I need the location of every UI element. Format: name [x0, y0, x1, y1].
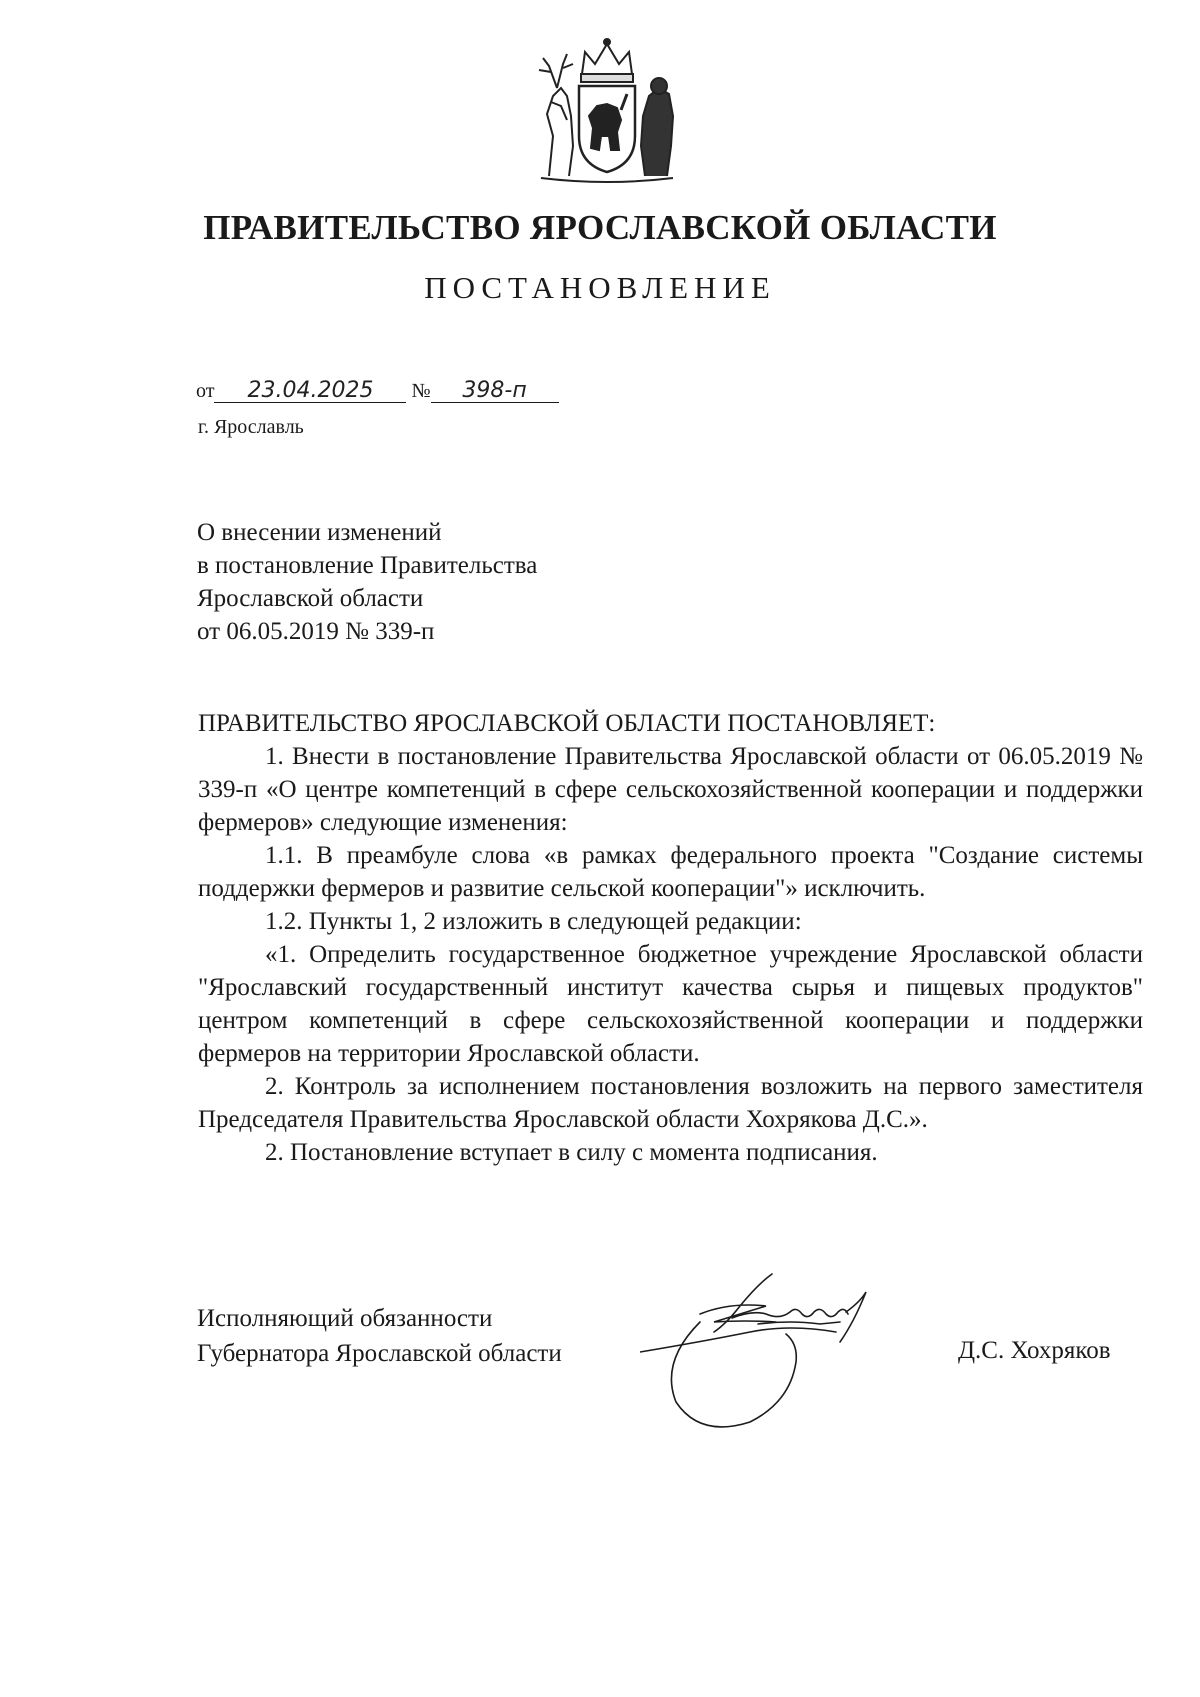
organization-title: ПРАВИТЕЛЬСТВО ЯРОСЛАВСКОЙ ОБЛАСТИ	[203, 208, 997, 247]
document-subject	[197, 516, 537, 648]
signer-name: Д.С. Хохряков	[958, 1337, 1111, 1364]
subject-line: от 06.05.2019 № 339-п	[197, 618, 435, 645]
paragraph: 1.1. В преамбуле слова «в рамках федерального проекта "Создание системы поддержки фермеров и развитие сельской кооперации"» исключить.	[198, 842, 1143, 902]
subject-line: в постановление Правительства	[197, 552, 538, 579]
resolution-lead: ПРАВИТЕЛЬСТВО ЯРОСЛАВСКОЙ ОБЛАСТИ ПОСТАНОВЛЯЕТ:	[198, 710, 936, 737]
paragraph: 2. Контроль за исполнением постановления возложить на первого заместителя Председателя Правительства Ярославской области Хохрякова Д.С.».	[198, 1073, 1143, 1133]
paragraph: 2. Постановление вступает в силу с момента подписания.	[265, 1139, 878, 1166]
date-prefix: от	[196, 380, 215, 402]
registration-number: 398-п	[431, 380, 559, 403]
handwritten-signature	[640, 1262, 910, 1432]
signer-position-line: Исполняющий обязанности	[197, 1305, 493, 1332]
subject-line: Ярославской области	[197, 585, 424, 612]
subject-line: О внесении изменений	[197, 519, 442, 546]
number-prefix: №	[411, 380, 431, 402]
registration-line	[196, 380, 559, 403]
paragraph: «1. Определить государственное бюджетное учреждение Ярославской области "Ярославский государственный институт качества сырья и пищевых продуктов" центром компетенций в сфере сельскохозяйственной кооперации и поддержки фермеров на территории Ярославской области.	[198, 941, 1143, 1067]
document-body	[198, 707, 1143, 1169]
signer-position	[197, 1301, 562, 1371]
paragraph: 1.2. Пункты 1, 2 изложить в следующей редакции:	[265, 908, 802, 935]
registration-date: 23.04.2025	[214, 380, 406, 403]
coat-of-arms-icon	[527, 36, 687, 186]
signer-position-line: Губернатора Ярославской области	[197, 1340, 562, 1367]
document-type: ПОСТАНОВЛЕНИЕ	[424, 270, 776, 305]
city: г. Ярославль	[198, 416, 304, 438]
paragraph: 1. Внести в постановление Правительства Ярославской области от 06.05.2019 № 339-п «О центре компетенций в сфере сельскохозяйственной кооперации и поддержки фермеров» следующие изменения:	[198, 743, 1143, 836]
